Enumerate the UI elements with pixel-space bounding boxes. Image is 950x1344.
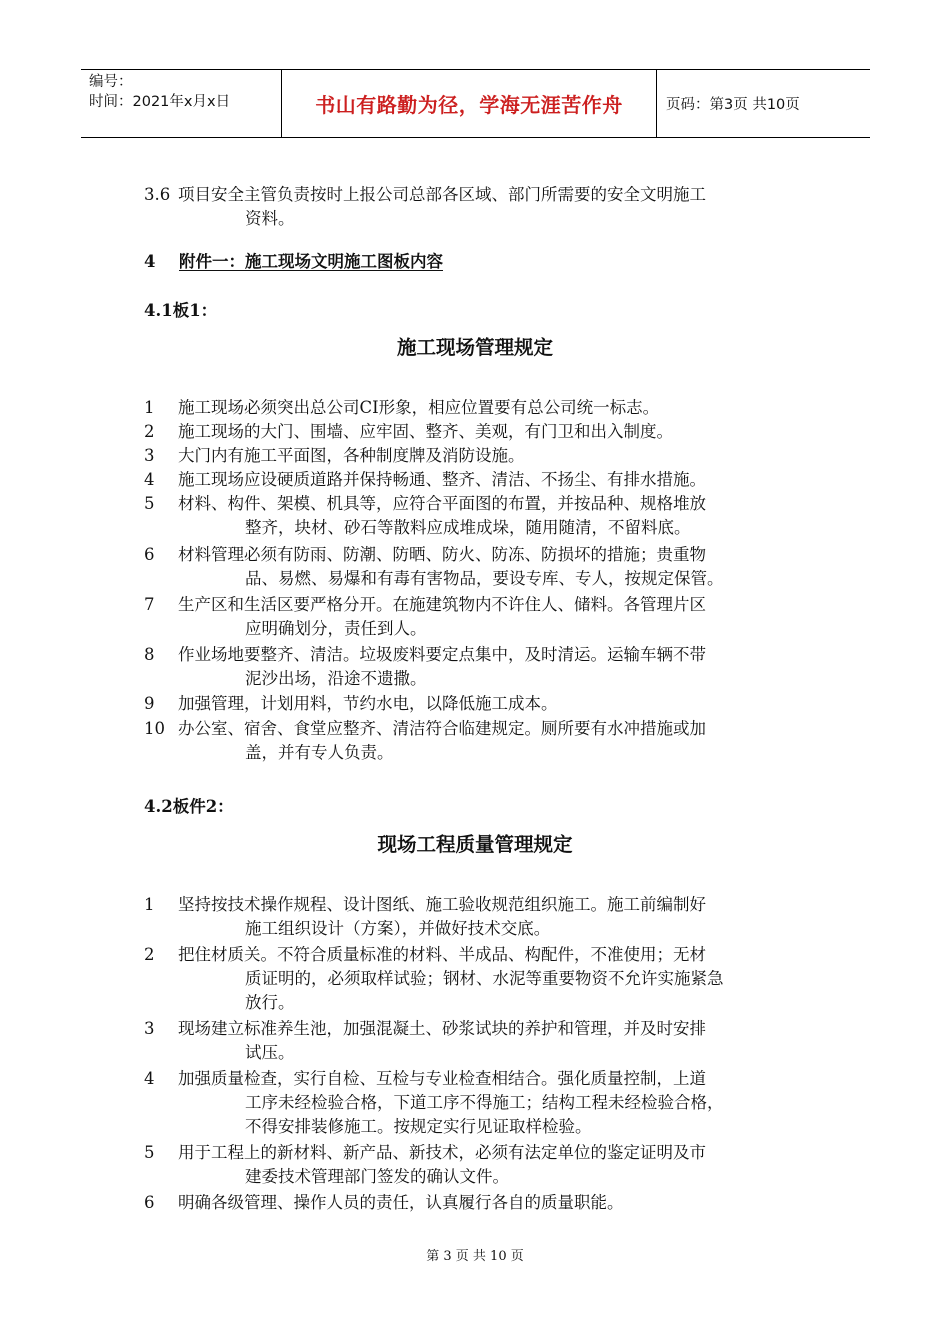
item-text: 加强质量检查，实行自检、互检与专业检查相结合。强化质量控制，上道 [178, 1069, 706, 1088]
item-text-continued: 应明确划分，责任到人。 [245, 619, 427, 638]
section-number: 4 [144, 252, 156, 271]
item-text: 施工现场的大门、围墙、应牢固、整齐、美观，有门卫和出入制度。 [178, 422, 673, 441]
header-motto-cell [281, 70, 657, 137]
board-1-label: 4.1板1： [144, 301, 218, 320]
item-text-continued: 质证明的，必须取样试验；钢材、水泥等重要物资不允许实施紧急 [245, 969, 724, 988]
item-text: 施工现场必须突出总公司CI形象，相应位置要有总公司统一标志。 [178, 398, 660, 417]
item-text-continued: 试压。 [245, 1043, 295, 1062]
item-text: 把住材质关。不符合质量标准的材料、半成品、构配件，不准使用；无材 [178, 945, 706, 964]
item-number: 8 [144, 645, 155, 664]
item-text: 大门内有施工平面图，各种制度牌及消防设施。 [178, 446, 525, 465]
item-text: 现场建立标准养生池，加强混凝土、砂浆试块的养护和管理，并及时安排 [178, 1019, 706, 1038]
header-motto: 书山有路勤为径，学海无涯苦作舟 [315, 93, 623, 117]
item-text-continued: 泥沙出场，沿途不遗撒。 [245, 669, 427, 688]
item-text: 办公室、宿舍、食堂应整齐、清洁符合临建规定。厕所要有水冲措施或加 [178, 719, 706, 738]
item-text: 材料管理必须有防雨、防潮、防晒、防火、防冻、防损坏的措施；贵重物 [178, 545, 706, 564]
item-text: 作业场地要整齐、清洁。垃圾废料要定点集中，及时清运。运输车辆不带 [178, 645, 706, 664]
item-text-continued: 品、易燃、易爆和有毒有害物品，要设专库、专人，按规定保管。 [245, 569, 724, 588]
board-2-title: 现场工程质量管理规定 [377, 833, 573, 856]
board-1-title: 施工现场管理规定 [396, 336, 553, 359]
item-number: 4 [144, 1069, 155, 1088]
item-text-continued: 放行。 [245, 993, 295, 1012]
item-number: 10 [144, 719, 165, 738]
intro-number: 3.6 [144, 185, 171, 204]
item-text-continued: 不得安排装修施工。按规定实行见证取样检验。 [245, 1117, 592, 1136]
item-text: 材料、构件、架模、机具等，应符合平面图的布置，并按品种、规格堆放 [178, 494, 706, 513]
board-2-label: 4.2板件2： [144, 797, 234, 816]
item-number: 6 [144, 545, 155, 564]
item-number: 5 [144, 494, 155, 513]
section-title: 附件一：施工现场文明施工图板内容 [179, 252, 443, 271]
item-text: 施工现场应设硬质道路并保持畅通、整齐、清洁、不扬尘、有排水措施。 [178, 470, 706, 489]
item-text-continued: 施工组织设计（方案），并做好技术交底。 [245, 919, 551, 938]
document-number-label: 编号： [89, 74, 133, 90]
item-number: 6 [144, 1193, 155, 1212]
item-text-continued: 盖，并有专人负责。 [245, 743, 394, 762]
item-number: 9 [144, 694, 155, 713]
item-text-continued: 建委技术管理部门签发的确认文件。 [245, 1167, 509, 1186]
item-text: 用于工程上的新材料、新产品、新技术，必须有法定单位的鉴定证明及市 [178, 1143, 706, 1162]
page-footer: 第 3 页 共 10 页 [426, 1249, 524, 1264]
item-text: 生产区和生活区要严格分开。在施建筑物内不许住人、储料。各管理片区 [178, 595, 706, 614]
item-number: 1 [144, 895, 155, 914]
item-number: 2 [144, 945, 155, 964]
intro-line-2: 资料。 [245, 209, 295, 228]
item-text: 明确各级管理、操作人员的责任，认真履行各自的质量职能。 [178, 1193, 624, 1212]
item-text-continued: 整齐，块材、砂石等散料应成堆成垛，随用随清，不留料底。 [245, 518, 691, 537]
item-number: 4 [144, 470, 155, 489]
intro-line-1: 项目安全主管负责按时上报公司总部各区域、部门所需要的安全文明施工 [178, 185, 706, 204]
item-number: 2 [144, 422, 155, 441]
item-text: 坚持按技术操作规程、设计图纸、施工验收规范组织施工。施工前编制好 [178, 895, 706, 914]
item-number: 7 [144, 595, 155, 614]
item-number: 3 [144, 446, 155, 465]
item-number: 5 [144, 1143, 155, 1162]
page-header [81, 69, 870, 138]
item-number: 1 [144, 398, 155, 417]
header-meta [81, 70, 281, 137]
item-text: 加强管理，计划用料，节约水电，以降低施工成本。 [178, 694, 558, 713]
item-text-continued: 工序未经检验合格，下道工序不得施工；结构工程未经检验合格， [245, 1093, 724, 1112]
item-number: 3 [144, 1019, 155, 1038]
header-page-info: 页码：第3页 共10页 [666, 97, 800, 113]
document-time-label: 时间：2021年x月x日 [89, 94, 231, 110]
